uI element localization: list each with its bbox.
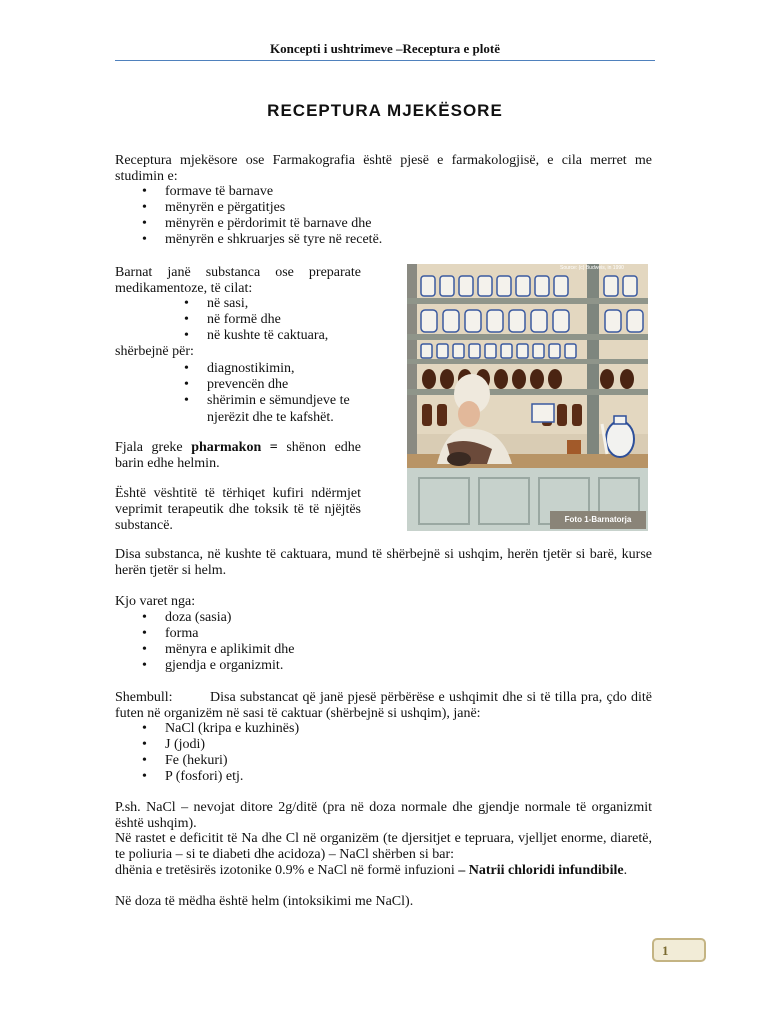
serve-continuation: njerëzit dhe te kafshët.	[207, 410, 334, 425]
page-header: Koncepti i ushtrimeve –Receptura e plotë	[270, 41, 500, 56]
list-item: • NaCl (kripa e kuzhinës)	[140, 721, 640, 737]
list-item: • mënyra e aplikimit dhe	[140, 642, 640, 658]
photo-caption: Foto 1-Barnatorja	[550, 511, 646, 529]
list-item: • në formë dhe	[182, 312, 372, 328]
poison-paragraph: Në doza të mëdha është helm (intoksikimi me NaCl).	[115, 894, 414, 909]
list-item: • doza (sasia)	[140, 610, 640, 626]
list-item: • gjendja e organizmit.	[140, 658, 640, 674]
intro-paragraph: Receptura mjekësore ose Farmakografia është pjesë e farmakologjisë, e cila merret me studimin e:	[115, 153, 652, 184]
header-divider	[115, 60, 655, 61]
example-paragraph	[115, 690, 652, 722]
list-item: • në sasi,	[182, 296, 372, 312]
page-number-badge	[652, 938, 706, 962]
list-item: • P (fosfori) etj.	[140, 769, 640, 785]
example-bullet-list	[140, 721, 640, 785]
list-item: • shërimin e sëmundjeve te	[182, 393, 362, 409]
list-item: • diagnostikimin,	[182, 361, 362, 377]
list-item: • Fe (hekuri)	[140, 753, 640, 769]
difficulty-paragraph: Është vështitë të tërhiqet kufiri ndërmjet veprimit terapeutik dhe toksik të të njëjtës substancë.	[115, 486, 361, 533]
pharmakon-prefix: Fjala greke	[115, 440, 183, 455]
list-item: • J (jodi)	[140, 737, 640, 753]
depends-label: Kjo varet nga:	[115, 594, 196, 609]
serve-label: shërbejnë për:	[115, 344, 194, 359]
pharmakon-paragraph	[115, 440, 361, 472]
example-label: Shembull:	[115, 690, 173, 705]
list-item: • mënyrën e përgatitjes	[140, 200, 640, 216]
example-text: Disa substancat që janë pjesë përbërëse e ushqimit dhe si të tilla pra, çdo ditë futen në organizëm në sasi të caktuar (shërbejnë si ushqim), janë:	[115, 690, 652, 721]
pharmakon-term: pharmakon =	[191, 440, 278, 455]
infusion-text: dhënia e tretësirës izotonike 0.9% e NaCl në formë infuzioni	[115, 863, 455, 878]
list-item: • formave të barnave	[140, 184, 640, 200]
ps-paragraph-2: Në rastet e deficitit të Na dhe Cl në organizëm (te djersitjet e tepruara, vjelljet enorme, diaretë, te poliuria – si te diabeti dhe acidoza) – NaCl shërben si bar:	[115, 831, 652, 862]
list-item: • mënyrën e shkruarjes së tyre në recetë.	[140, 232, 640, 248]
infusion-period: .	[623, 863, 628, 878]
pharmacy-photo	[407, 264, 648, 531]
depends-bullet-list	[140, 610, 640, 674]
infusion-term: – Natrii chloridi infundibile	[458, 863, 624, 878]
intro-bullet-list	[140, 184, 640, 248]
ps-paragraph-3	[115, 863, 652, 879]
list-item: • në kushte të caktuara,	[182, 328, 372, 344]
drugs-bullet-list	[182, 296, 372, 344]
list-item: • forma	[140, 626, 640, 642]
drugs-paragraph: Barnat janë substanca ose preparate medikamentoze, të cilat:	[115, 265, 361, 296]
list-item: • mënyrën e përdorimit të barnave dhe	[140, 216, 640, 232]
photo-credit: Source: (c) Budweis, in 1990	[560, 265, 624, 271]
page-number: 1	[662, 943, 669, 958]
list-item: • prevencën dhe	[182, 377, 362, 393]
ps-paragraph-1: P.sh. NaCl – nevojat ditore 2g/ditë (pra në doza normale dhe gjendje normale të organizmit është ushqim).	[115, 800, 652, 831]
document-title: RECEPTURA MJEKËSORE	[267, 101, 503, 120]
serve-bullet-list	[182, 361, 362, 409]
substances-paragraph: Disa substanca, në kushte të caktuara, mund të shërbejnë si ushqim, herën tjetër si barë, kurse herën tjetër si helm.	[115, 547, 652, 578]
pharmakon-suffix: shënon edhe barin edhe helmin.	[115, 440, 361, 471]
